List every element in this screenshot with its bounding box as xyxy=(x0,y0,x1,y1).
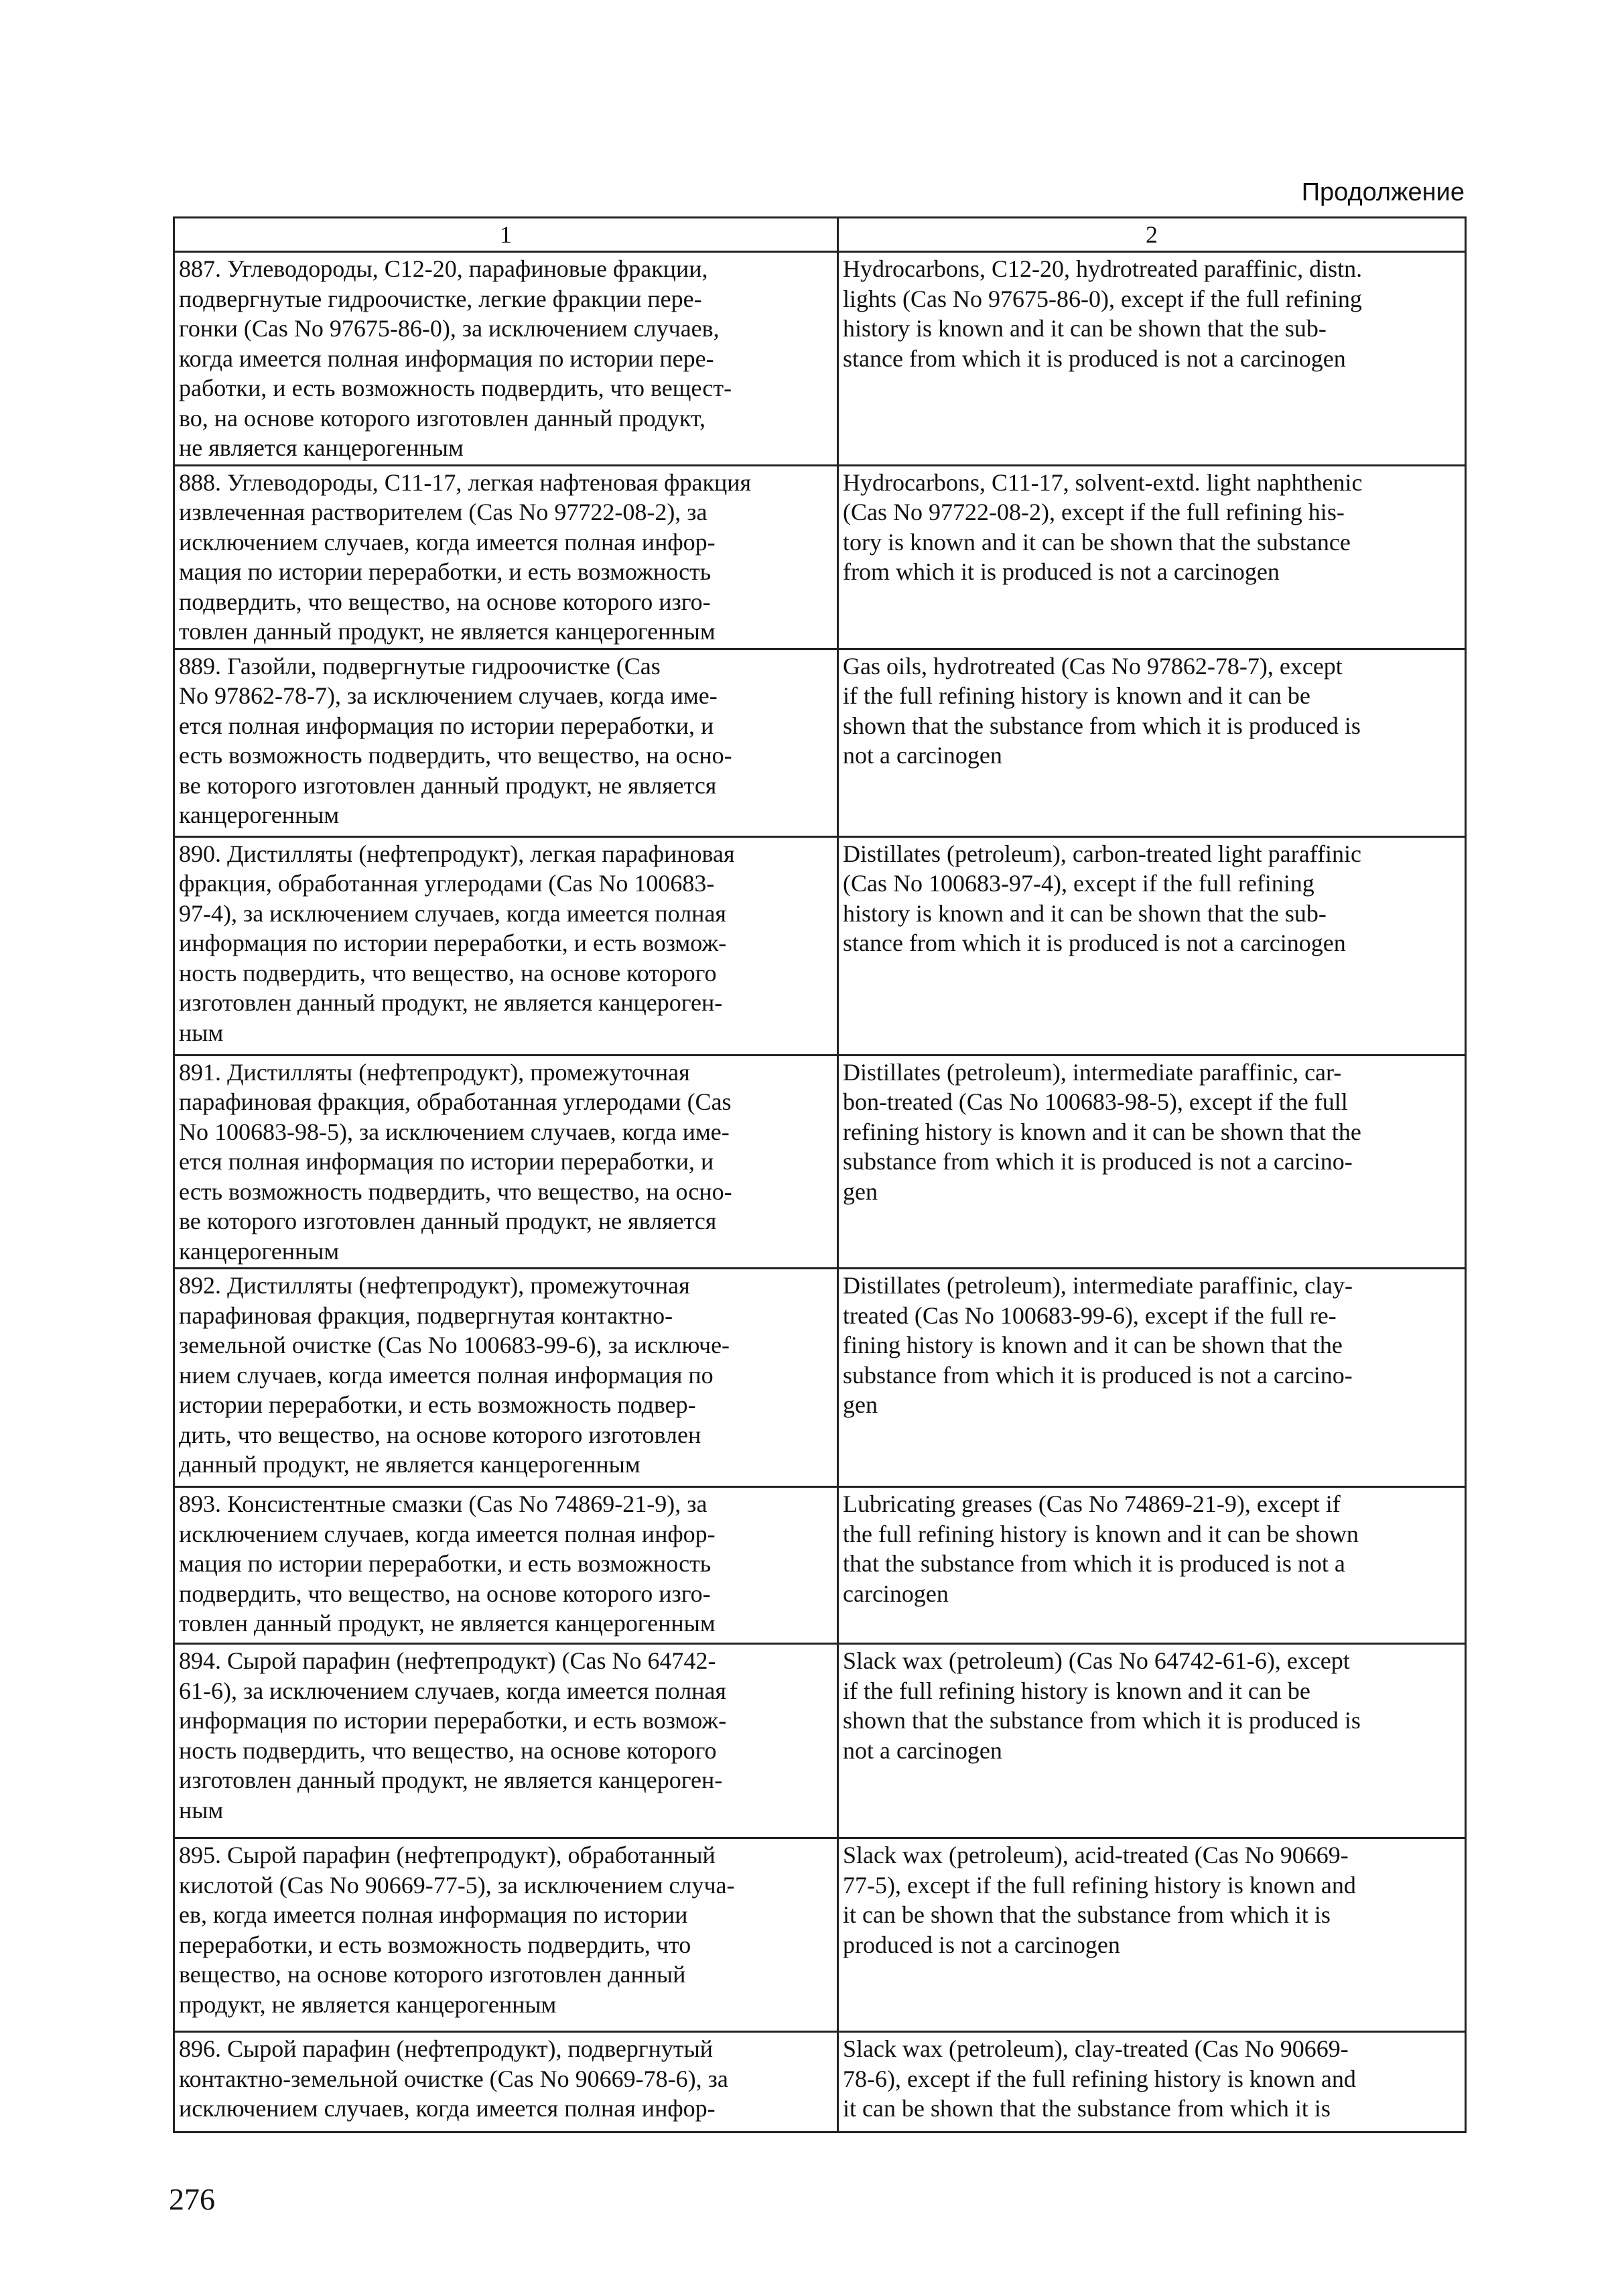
substances-table xyxy=(173,216,1467,2133)
english-entry: Slack wax (petroleum), acid-treated (Cas No 90669- 77-5), except if the full refining history is known and it can be shown that the substance from which it is produced is not a carcinogen xyxy=(838,1838,1466,2032)
russian-entry: 895. Сырой парафин (нефтепродукт), обработанный кислотой (Cas No 90669-77-5), за исключением случа- ев, когда имеется полная информация по истории переработки, и есть возможность подвердить, что вещество, на основе которого изготовлен данный продукт, не является канцерогенным xyxy=(174,1838,838,2032)
table-row xyxy=(174,1269,1466,1487)
page-number: 276 xyxy=(169,2182,215,2216)
english-entry: Slack wax (petroleum), clay-treated (Cas No 90669- 78-6), except if the full refining history is known and it can be shown that the substance from which it is xyxy=(838,2032,1466,2132)
russian-entry: 891. Дистилляты (нефтепродукт), промежуточная парафиновая фракция, обработанная углеродами (Cas No 100683-98-5), за исключением случаев, когда име- ется полная информация по истории переработки, и есть возможность подвердить, что вещество, на осно- ве которого изготовлен данный продукт, не является канцерогенным xyxy=(174,1055,838,1269)
russian-entry: 890. Дистилляты (нефтепродукт), легкая парафиновая фракция, обработанная углеродами (Cas No 100683- 97-4), за исключением случаев, когда имеется полная информация по истории переработки, и есть возмож- ность подвердить, что вещество, на основе которого изготовлен данный продукт, не является канцероген- ным xyxy=(174,836,838,1055)
table-row xyxy=(174,1487,1466,1644)
russian-entry: 896. Сырой парафин (нефтепродукт), подвергнутый контактно-земельной очистке (Cas No 90669-78-6), за исключением случаев, когда имеется полная инфор- xyxy=(174,2032,838,2132)
table-row xyxy=(174,1055,1466,1269)
table-row xyxy=(174,1838,1466,2032)
english-entry: Distillates (petroleum), carbon-treated light paraffinic (Cas No 100683-97-4), except if the full refining history is known and it can be shown that the sub- stance from which it is produced is not a carcinogen xyxy=(838,836,1466,1055)
column-header-1: 1 xyxy=(174,218,838,252)
table-header-row xyxy=(174,218,1466,252)
table-row xyxy=(174,836,1466,1055)
russian-entry: 893. Консистентные смазки (Cas No 74869-21-9), за исключением случаев, когда имеется полная инфор- мация по истории переработки, и есть возможность подвердить, что вещество, на основе которого изго- товлен данный продукт, не является канцерогенным xyxy=(174,1487,838,1644)
table-row xyxy=(174,465,1466,649)
russian-entry: 887. Углеводороды, C12-20, парафиновые фракции, подвергнутые гидроочистке, легкие фракции пере- гонки (Cas No 97675-86-0), за исключением случаев, когда имеется полная информация по истории пере- работки, и есть возможность подвердить, что вещест- во, на основе которого изготовлен данный продукт, не является канцерогенным xyxy=(174,252,838,466)
table-row xyxy=(174,252,1466,466)
english-entry: Hydrocarbons, C12-20, hydrotreated paraffinic, distn. lights (Cas No 97675-86-0), except if the full refining history is known and it can be shown that the sub- stance from which it is produced is not a carcinogen xyxy=(838,252,1466,466)
english-entry: Slack wax (petroleum) (Cas No 64742-61-6), except if the full refining history is known and it can be shown that the substance from which it is produced is not a carcinogen xyxy=(838,1644,1466,1838)
continuation-label: Продолжение xyxy=(1301,178,1465,206)
russian-entry: 888. Углеводороды, C11-17, легкая нафтеновая фракция извлеченная растворителем (Cas No 97722-08-2), за исключением случаев, когда имеется полная инфор- мация по истории переработки, и есть возможность подвердить, что вещество, на основе которого изго- товлен данный продукт, не является канцерогенным xyxy=(174,465,838,649)
english-entry: Lubricating greases (Cas No 74869-21-9), except if the full refining history is known and it can be shown that the substance from which it is produced is not a carcinogen xyxy=(838,1487,1466,1644)
russian-entry: 889. Газойли, подвергнутые гидроочистке (Cas No 97862-78-7), за исключением случаев, когда име- ется полная информация по истории переработки, и есть возможность подвердить, что вещество, на осно- ве которого изготовлен данный продукт, не является канцерогенным xyxy=(174,649,838,836)
english-entry: Gas oils, hydrotreated (Cas No 97862-78-7), except if the full refining history is known and it can be shown that the substance from which it is produced is not a carcinogen xyxy=(838,649,1466,836)
column-header-2: 2 xyxy=(838,218,1466,252)
table-row xyxy=(174,649,1466,836)
russian-entry: 892. Дистилляты (нефтепродукт), промежуточная парафиновая фракция, подвергнутая контактно- земельной очистке (Cas No 100683-99-6), за исключе- нием случаев, когда имеется полная информация по истории переработки, и есть возможность подвер- дить, что вещество, на основе которого изготовлен данный продукт, не является канцерогенным xyxy=(174,1269,838,1487)
english-entry: Distillates (petroleum), intermediate paraffinic, car- bon-treated (Cas No 100683-98-5), except if the full refining history is known and it can be shown that the substance from which it is produced is not a carcino- gen xyxy=(838,1055,1466,1269)
english-entry: Distillates (petroleum), intermediate paraffinic, clay- treated (Cas No 100683-99-6), except if the full re- fining history is known and it can be shown that the substance from which it is produced is not a carcino- gen xyxy=(838,1269,1466,1487)
russian-entry: 894. Сырой парафин (нефтепродукт) (Cas No 64742- 61-6), за исключением случаев, когда имеется полная информация по истории переработки, и есть возмож- ность подвердить, что вещество, на основе которого изготовлен данный продукт, не является канцероген- ным xyxy=(174,1644,838,1838)
table-row xyxy=(174,2032,1466,2132)
table-row xyxy=(174,1644,1466,1838)
english-entry: Hydrocarbons, C11-17, solvent-extd. light naphthenic (Cas No 97722-08-2), except if the full refining his- tory is known and it can be shown that the substance from which it is produced is not a carcinogen xyxy=(838,465,1466,649)
